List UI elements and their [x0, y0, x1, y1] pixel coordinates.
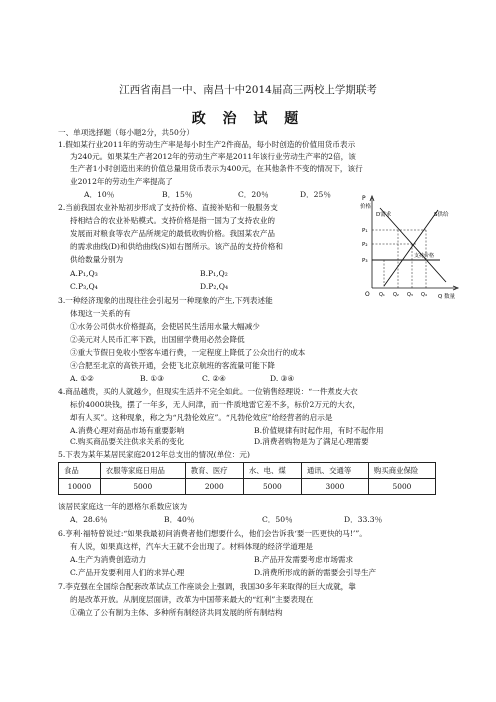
- quantity-tick-q3: Q₃: [407, 292, 413, 298]
- q5-option-c: C．50％: [262, 515, 293, 524]
- q6-option-c: C.产品开发要利用人们的求异心理: [70, 568, 185, 577]
- table-cell: 5000: [368, 479, 435, 495]
- q6-option-b: B.产品开发需要考虑市场需求: [254, 555, 354, 564]
- table-header-cell: 通讯、交通等: [301, 463, 368, 479]
- q6-option-a: A.生产为消费创造动力: [70, 555, 147, 564]
- table-cell: 5000: [100, 479, 185, 495]
- q1-line: 为240元。如果某生产者2012年的劳动生产率是2011年该行业劳动生产率的2倍，该: [70, 152, 356, 161]
- quantity-tick-q2: Q₂: [393, 292, 399, 298]
- q2-option-a: A.P₁,Q₃: [70, 269, 98, 278]
- supply-label: S供给: [434, 212, 449, 218]
- q6-line: 有人说，如果真这样，汽车大王就不会出现了。材料体现的经济学道理是: [70, 542, 313, 551]
- q4-line: 却有人买”。这种现象，称之为“凡勃伦效应”。“凡勃伦效应”给经营者的启示是: [70, 413, 333, 422]
- school-title: 江西省南昌一中、南昌十中2014届高三两校上学期联考: [119, 84, 377, 96]
- q1-option-a: A．10％: [84, 190, 115, 199]
- q3-line: 3.一种经济现象的出现往往会引起另一种现象的产生,下列表述能: [58, 296, 273, 305]
- q3-line: ②美元对人民币汇率下跌，出国留学费用必然会降低: [70, 335, 245, 344]
- table-cell: 3000: [301, 479, 368, 495]
- table-header-cell: 衣服等家庭日用品: [100, 463, 185, 479]
- q2-line: 的需求曲线(D)和供给曲线(S)如右图所示。该产品的支持价格和: [70, 242, 283, 251]
- section-heading: 一、单项选择题（每小题2分，共50分）: [58, 128, 194, 137]
- q5-option-d: D．33.3％: [344, 515, 383, 524]
- x-axis-label: Q 数量: [438, 294, 456, 300]
- q3-line: ④合肥至北京的高铁开通，会使飞北京航班的客流量可能下降: [70, 361, 276, 370]
- q3-option-d: D. ③④: [270, 374, 295, 383]
- q2-option-c: C.P₃,Q₄: [70, 282, 98, 291]
- subject-title: 政 治 试 题: [191, 111, 305, 127]
- q1-line: 业2012年的劳动生产率提高了: [70, 177, 173, 186]
- expenditure-table: [58, 462, 436, 495]
- price-tick-p3: P₃: [362, 258, 368, 264]
- q4-option-b: B.价值规律有时起作用，有时不起作用: [254, 426, 384, 435]
- q3-option-a: A. ①②: [70, 374, 94, 383]
- q3-option-b: B. ①③: [140, 374, 165, 383]
- q7-line: ①确立了公有制为主体、多种所有制经济共同发展的所有制结构: [70, 608, 283, 617]
- q4-option-d: D.消费者购物是为了满足心理需要: [254, 437, 369, 446]
- demand-label: D需求: [376, 212, 392, 218]
- table-header-cell: 教育、医疗: [185, 463, 243, 479]
- table-header-cell: 购买商业保险: [368, 463, 435, 479]
- q4-line: 4.商品越贵，买的人就越少，但现实生活并不完全如此。一位销售经理说：“一件煮皮大衣: [58, 387, 358, 396]
- q5-option-a: A．28.6％: [70, 515, 108, 524]
- q7-line: 7.李克强在全国综合配套改革试点工作座谈会上强调，我国30多年来取得的巨大成就，靠: [58, 582, 356, 591]
- q2-option-d: D.P₂,Q₄: [200, 282, 229, 291]
- q4-line: 标价4000块钱，摆了一年多，无人问津，而一件质地雷它差不多，标价2万元的大衣，: [70, 400, 360, 409]
- table-cell: 2000: [185, 479, 243, 495]
- q1-line: 生产者1小时创造出来的价值总量用货币表示为400元，在其他条件不变的情况下，该行: [70, 164, 363, 173]
- table-row: [59, 479, 436, 495]
- origin-label: O: [365, 291, 370, 298]
- quantity-tick-q1: Q₁: [379, 292, 385, 298]
- quantity-tick-q4: Q₄: [421, 292, 427, 298]
- q2-option-b: B.P₁,Q₂: [200, 269, 228, 278]
- q5-option-b: B．40％: [164, 515, 195, 524]
- q1-option-b: B．15％: [162, 190, 193, 199]
- q1-line: 1.假如某行业2011年的劳动生产率是每小时生产2件商品，每小时创造的价值用货币表示: [58, 140, 356, 149]
- price-tick-p1: P₁: [362, 228, 368, 234]
- table-cell: 5000: [243, 479, 301, 495]
- price-tick-p2: P₂: [362, 242, 368, 248]
- q3-line: 体现这一关系的有: [70, 309, 131, 318]
- q6-line: 6.亨利·福特曾说过:“如果我最初问消费者他们想要什么，他们会告诉我‘要一匹更快的马!’”。: [58, 529, 367, 538]
- q3-option-c: C. ②④: [202, 374, 226, 383]
- y-axis-unit: 价格: [360, 204, 372, 210]
- table-cell: 10000: [59, 479, 101, 495]
- q4-option-c: C.购买商品要关注供求关系的变化: [70, 437, 185, 446]
- table-header-row: [59, 463, 436, 479]
- support-price-label: 支持价格: [414, 253, 435, 259]
- q1-option-c: C．20％: [238, 190, 269, 199]
- q2-line: 2.当前我国农业补贴初步形成了支持价格、直接补贴和一般服务支: [58, 203, 278, 212]
- q1-option-d: D．25％: [300, 190, 331, 199]
- q3-line: ①水务公司供水价格提高，会使居民生活用水量大幅减少: [70, 322, 260, 331]
- q5-intro: 5.下表为某年某居民家庭2012年总支出的情况(单位：元): [58, 450, 250, 459]
- q5-question: 该居民家庭这一年的恩格尔系数应该为: [58, 502, 188, 511]
- table-header-cell: 水、电、煤: [243, 463, 301, 479]
- table-header-cell: 食品: [59, 463, 101, 479]
- q6-option-d: D.消费所形成的新的需要会引导生产: [254, 568, 377, 577]
- q2-line: 供给数量分别为: [70, 255, 124, 264]
- y-axis-label: P: [362, 195, 366, 202]
- q2-line: 持相结合的农业补贴模式。支持价格是指一国为了支持农业的: [70, 216, 276, 225]
- q7-line: 的是改革开放。从制度层面讲，改革为中国带来最大的“红利”主要表现在: [70, 595, 314, 604]
- q3-line: ③重大节假日免收小型客车通行费，一定程度上降低了公众出行的成本: [70, 348, 306, 357]
- q4-option-a: A.消费心理对商品市场有重要影响: [70, 426, 185, 435]
- supply-demand-figure: [360, 190, 460, 300]
- q2-line: 发展而对粮食等农产品所规定的最低收购价格。我国某农产品: [70, 229, 276, 238]
